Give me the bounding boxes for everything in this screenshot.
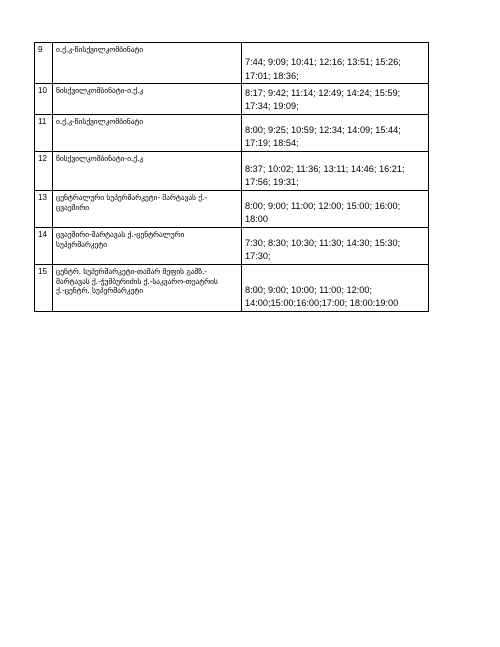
times-line: 7:30; 8:30; 10:30; 11:30; 14:30; 15:30; [245, 238, 401, 248]
bus-schedule-table [34, 42, 429, 312]
times-line: 17:30; [245, 251, 271, 262]
times-line: 8:17; 9:42; 11:14; 12:49; 14:24; 15:59; [245, 88, 401, 98]
route-name: ი.ქ.კ-წისქვილკომბინატი [53, 43, 242, 84]
times-line: 17:01; 18:36; [245, 70, 299, 81]
times-line: 18:00 [245, 214, 268, 225]
departure-times [242, 43, 429, 84]
table-row [35, 151, 429, 190]
route-number: 15 [35, 264, 53, 311]
route-name [53, 227, 242, 264]
table-row [35, 264, 429, 311]
times-line: 8:00; 9:25; 10:59; 12:34; 14:09; 15:44; [245, 125, 401, 135]
times-line: 7:44; 9:09; 10:41; 12:16; 13:51; 15:26; [245, 57, 401, 68]
departure-times [242, 227, 429, 264]
route-name-line: ქ.-ცენტრ. სუპერმარკეტი [56, 286, 144, 296]
table-row [35, 114, 429, 151]
route-name: წისქვილკომბინატი-ი.ქ.კ [53, 84, 242, 115]
departure-times [242, 84, 429, 115]
route-number: 13 [35, 190, 53, 227]
route-name: წისქვილკომბინატი-ი.ქ.კ [53, 151, 242, 190]
times-line: 17:34; 19:09; [245, 101, 299, 112]
route-number: 12 [35, 151, 53, 190]
table-row [35, 84, 429, 115]
route-name-line: შარტავას ქ.-ჭუმბურიძის ქ.-საკვარო-თეატრის [56, 276, 218, 286]
times-line: 8:37; 10:02; 11:36; 13:11; 14:46; 16:21; [245, 164, 405, 174]
table-row [35, 227, 429, 264]
departure-times [242, 114, 429, 151]
route-number: 14 [35, 227, 53, 264]
route-name-line: ცენტრალური სუპერმარკეტი- შარტავას ქ.- [56, 192, 207, 202]
route-number: 11 [35, 114, 53, 151]
times-line: 17:56; 19:31; [245, 177, 299, 188]
route-name [53, 190, 242, 227]
route-name [53, 264, 242, 311]
times-line: 8:00; 9:00; 11:00; 12:00; 15:00; 16:00; [245, 201, 401, 211]
route-name-line: ცვაეშირი [56, 202, 89, 212]
route-number: 10 [35, 84, 53, 115]
route-name-line: ცენტრ. სუპერმარკეტი-თამარ მეფის გამზ.- [56, 266, 207, 276]
times-line: 8:00; 9:00; 10:00; 11:00; 12:00; [245, 285, 373, 295]
table-row [35, 190, 429, 227]
departure-times [242, 264, 429, 311]
route-name: ი.ქ.კ-წისქვილკომბინატი [53, 114, 242, 151]
departure-times [242, 190, 429, 227]
table-row [35, 43, 429, 84]
departure-times [242, 151, 429, 190]
times-line: 14:00;15:00;16:00;17:00; 18:00:19:00 [245, 298, 399, 309]
route-name-line: ცვაეშირი-შარტავას ქ.-ცენტრალური [56, 229, 185, 239]
times-line: 17:19; 18:54; [245, 138, 299, 149]
route-number: 9 [35, 43, 53, 84]
route-name-line: სუპერმარკეტი [56, 239, 107, 249]
